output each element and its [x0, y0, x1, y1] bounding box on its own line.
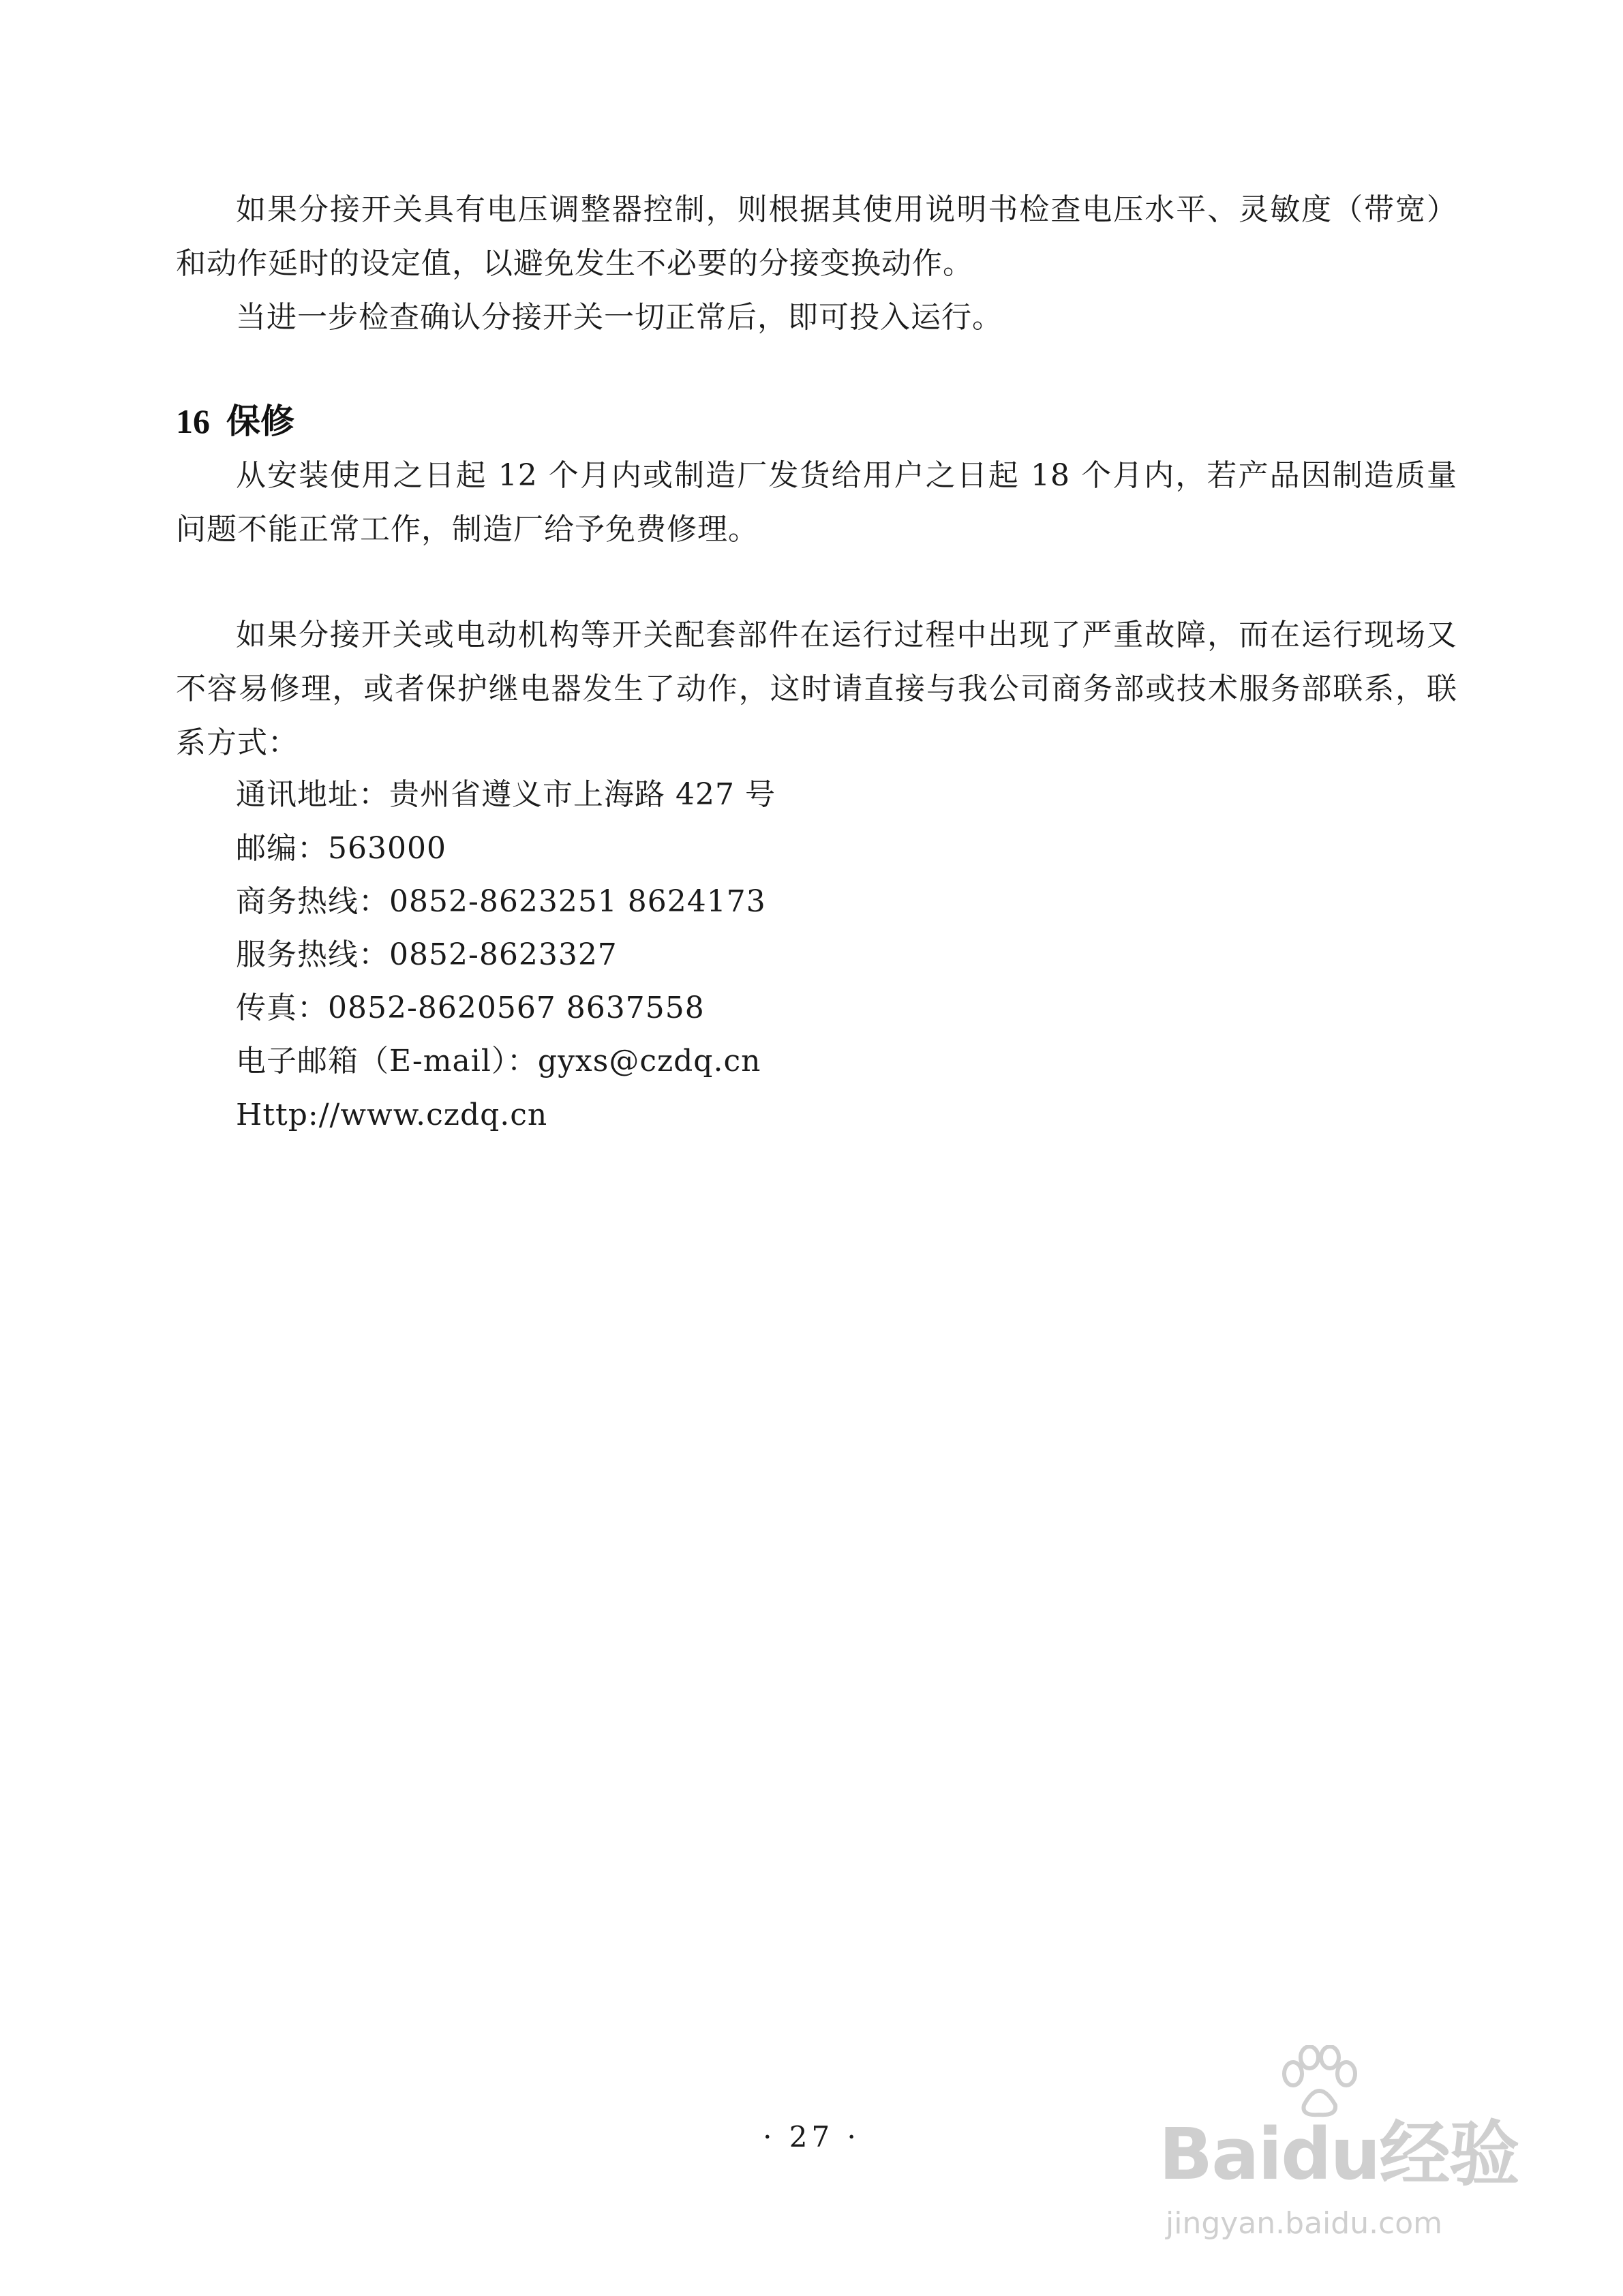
contact-email: 电子邮箱（E-mail）：gyxs@czdq.cn — [236, 1044, 761, 1078]
watermark-url: jingyan.baidu.com — [1166, 2206, 1443, 2241]
contact-sales-hotline: 商务热线：0852-8623251 8624173 — [236, 884, 766, 919]
paragraph-warranty-terms: 从安装使用之日起 12 个月内或制造厂发货给用户之日起 18 个月内，若产品因制造质量问题不能正常工作，制造厂给予免费修理。 — [176, 458, 1457, 547]
page-number: · 27 · — [763, 2120, 860, 2154]
section-title: 保修 — [226, 402, 294, 441]
paragraph-ready-for-operation: 当进一步检查确认分接开关一切正常后，即可投入运行。 — [236, 300, 1003, 335]
section-heading-warranty — [176, 394, 294, 449]
section-number: 16 — [176, 402, 210, 440]
paragraph-fault-contact: 如果分接开关或电动机构等开关配套部件在运行过程中出现了严重故障，而在运行现场又不容易修理，或者保护继电器发生了动作，这时请直接与我公司商务部或技术服务部联系，联系方式： — [176, 618, 1457, 760]
paw-icon — [1278, 2045, 1360, 2120]
contact-address: 通讯地址：贵州省遵义市上海路 427 号 — [236, 777, 776, 812]
watermark-brand: Baidu经验 — [1159, 2113, 1519, 2196]
paragraph-voltage-regulator: 如果分接开关具有电压调整器控制，则根据其使用说明书检查电压水平、灵敏度（带宽）和动作延时的设定值，以避免发生不必要的分接变换动作。 — [176, 192, 1457, 281]
contact-service-hotline: 服务热线：0852-8623327 — [236, 937, 618, 972]
contact-website: Http://www.czdq.cn — [236, 1098, 548, 1132]
contact-fax: 传真：0852-8620567 8637558 — [236, 991, 705, 1025]
baidu-jingyan-watermark — [1145, 2045, 1588, 2270]
contact-postcode: 邮编：563000 — [236, 831, 446, 866]
